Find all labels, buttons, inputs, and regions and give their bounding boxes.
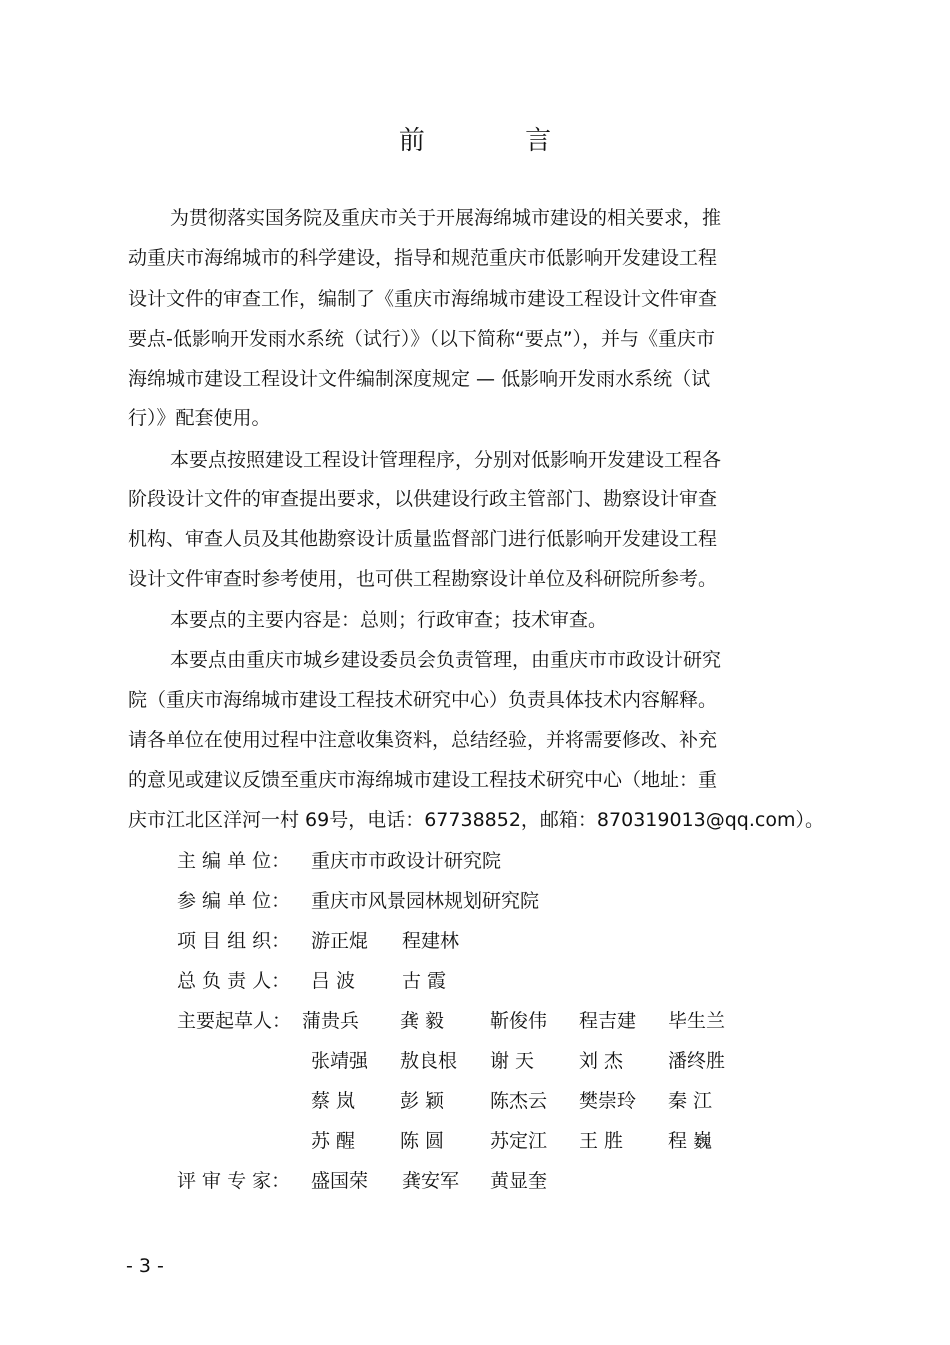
drafter-name: 蔡 岚 [311,1090,356,1112]
drafter-name: 彭 颖 [400,1090,445,1112]
paragraph-line: 的意见或建议反馈至重庆市海绵城市建设工程技术研究中心（地址：重 [128,769,718,791]
paragraph-line: 设计文件审查时参考使用，也可供工程勘察设计单位及科研院所参考。 [128,568,718,590]
reviewer-name: 黄显奎 [490,1170,548,1192]
paragraph-line: 院（重庆市海绵城市建设工程技术研究中心）负责具体技术内容解释。 [128,689,718,711]
reviewer-name: 龚安军 [402,1170,460,1192]
drafter-name: 秦 江 [668,1090,713,1112]
paragraph-line: 要点-低影响开发雨水系统（试行）》（以下简称“要点”），并与《重庆市 [128,328,716,350]
co-editor: 重庆市风景园林规划研究院 [311,890,540,912]
paragraph-line: 设计文件的审查工作，编制了《重庆市海绵城市建设工程设计文件审查 [128,288,718,310]
paragraph-line: 行）》配套使用。 [128,407,271,429]
leader-label: 总 负 责 人： [177,970,291,992]
drafter-name: 苏 醒 [311,1130,356,1152]
drafter-name: 刘 杰 [579,1050,624,1072]
paragraph-line: 庆市江北区洋河一村 69号，电话：67738852，邮箱：870319013@qq.com）。 [128,809,824,831]
drafter-name: 毕生兰 [668,1010,726,1032]
drafter-name: 敖良根 [400,1050,458,1072]
chief-editor-label: 主 编 单 位： [177,850,291,872]
leader-name: 古 霞 [402,970,447,992]
drafter-name: 谢 天 [490,1050,535,1072]
paragraph-line: 本要点按照建设工程设计管理程序，分别对低影响开发建设工程各 [170,449,722,471]
drafters-label: 主要起草人： [177,1010,292,1032]
organizer-name: 游正焜 [311,930,369,952]
drafter-name: 陈杰云 [490,1090,548,1112]
organizer-name: 程建林 [402,930,460,952]
drafter-name: 樊崇玲 [579,1090,637,1112]
drafter-name: 苏定江 [490,1130,548,1152]
page-title: 前 言 [398,126,598,156]
organizer-label: 项 目 组 织： [177,930,291,952]
paragraph-line: 本要点由重庆市城乡建设委员会负责管理，由重庆市市政设计研究 [170,649,722,671]
paragraph-line: 本要点的主要内容是：总则；行政审查；技术审查。 [170,609,608,631]
paragraph-line: 阶段设计文件的审查提出要求，以供建设行政主管部门、勘察设计审查 [128,488,718,510]
drafter-name: 潘终胜 [668,1050,726,1072]
leader-name: 吕 波 [311,970,356,992]
drafter-name: 蒲贵兵 [302,1010,360,1032]
paragraph-line: 为贯彻落实国务院及重庆市关于开展海绵城市建设的相关要求，推 [170,207,722,229]
reviewers-label: 评 审 专 家： [177,1170,291,1192]
drafter-name: 张靖强 [311,1050,369,1072]
drafter-name: 王 胜 [579,1130,624,1152]
paragraph-line: 海绵城市建设工程设计文件编制深度规定 — 低影响开发雨水系统（试 [128,368,711,390]
drafter-name: 陈 圆 [400,1130,445,1152]
drafter-name: 靳俊伟 [490,1010,548,1032]
page-number: - 3 - [126,1255,164,1277]
drafter-name: 程吉建 [579,1010,637,1032]
drafter-name: 龚 毅 [400,1010,445,1032]
drafter-name: 程 巍 [668,1130,713,1152]
paragraph-line: 动重庆市海绵城市的科学建设，指导和规范重庆市低影响开发建设工程 [128,247,718,269]
reviewer-name: 盛国荣 [311,1170,369,1192]
chief-editor: 重庆市市政设计研究院 [311,850,502,872]
paragraph-line: 机构、审查人员及其他勘察设计质量监督部门进行低影响开发建设工程 [128,528,718,550]
co-editor-label: 参 编 单 位： [177,890,291,912]
paragraph-line: 请各单位在使用过程中注意收集资料，总结经验，并将需要修改、补充 [128,729,718,751]
